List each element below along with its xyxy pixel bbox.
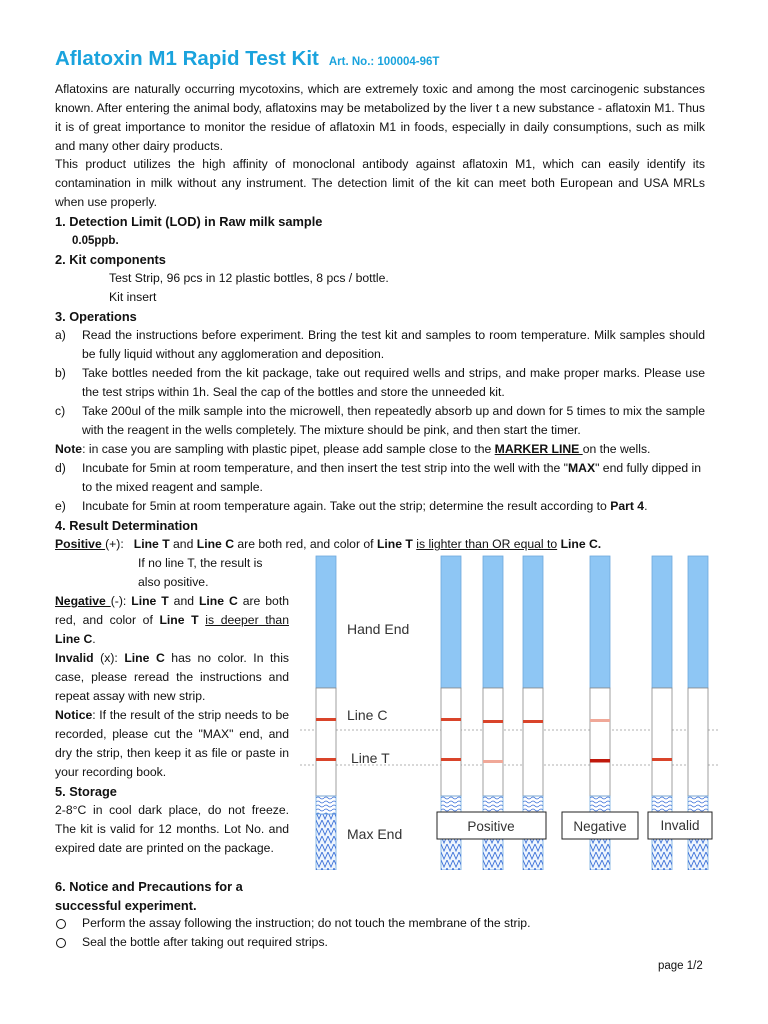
precaution-1: Perform the assay following the instruction; do not touch the membrane of the strip. [82,916,531,930]
invalid-box-label: Invalid [660,818,700,833]
step-e-text [82,497,705,516]
step-e-label: e) [55,499,66,513]
positive-and: and [169,537,197,551]
kit-component-1: Test Strip, 96 pcs in 12 plastic bottles, 8 pcs / bottle. [109,271,389,285]
step-b-text: Take bottles needed from the kit package, take out required wells and strips, and make proper marks. Please use the test strips within 1h. Seal the cap of the bottles and store the unneeded kit. [82,366,705,399]
positive-extra-2: also positive. [138,575,209,589]
strip-line-c [523,720,543,723]
strip-line-c [483,720,503,723]
test-strip-diagram [300,550,720,870]
lod-value: 0.05ppb. [72,235,119,247]
section2-heading: 2. Kit components [55,252,166,267]
intro-paragraph-2: This product utilizes the high affinity of monoclonal antibody against aflatoxin M1, which can easily identify its contamination in milk without any instrument. The detection limit of the kit can meet both European and USA MRLs when use properly. [55,157,705,209]
strip-line-c [590,719,610,722]
invalid-sign: (x): [93,651,125,665]
section5-heading: 5. Storage [55,784,117,799]
positive-sign: (+): [105,537,124,551]
step-c-text: Take 200ul of the milk sample into the microwell, then repeatedly absorb up and down for 5 times to mix the sample with the reagent in the wells completely. The mixture should be pink, and then start the timer. [82,404,705,437]
kit-component-2: Kit insert [109,290,157,304]
negative-box-label: Negative [573,819,627,834]
line-c-band [316,718,336,721]
positive-mid: are both red, and color of [234,537,377,551]
strip-line-t [483,760,503,763]
notice-label: Notice [55,708,93,722]
invalid-line-c: Line C [124,651,165,665]
document-title [55,47,439,71]
negative-line-c: Line C [198,594,238,608]
product-title: Aflatoxin M1 Rapid Test Kit [55,47,319,70]
strip-line-c [441,718,461,721]
note-text: : in case you are sampling with plastic pipet, please add sample close to the [82,442,495,456]
step-e-post: . [644,499,648,513]
negative-end: . [92,632,96,646]
operations-note [55,440,710,459]
positive-line-t: Line T [133,537,170,551]
max-end-label: Max End [347,826,403,842]
step-d-label: d) [55,461,66,475]
strip-line-t [590,759,610,763]
step-d-max: MAX [567,461,596,475]
line-t-band [316,758,336,761]
positive-box-label: Positive [467,819,515,834]
hand-end-label: Hand End [347,621,410,637]
section4-heading: 4. Result Determination [55,518,198,533]
step-e-part: Part 4 [610,499,645,513]
notice-text: : If the result of the strip needs to be recorded, please cut the "MAX" end, and dry the strip, then keep it as file or paste in your recording book. [55,708,289,779]
line-t-label: Line T [351,750,390,766]
note-end: on the wells. [582,442,651,456]
positive-extra-1: If no line T, the result is [138,556,263,570]
negative-mid: are both red, and color of [55,594,289,627]
negative-line-t2: Line T [159,613,199,627]
step-c-label: c) [55,404,66,418]
invalid-text: has no color. In this case, please reread the instructions and repeat assay with new strip. [55,651,289,703]
step-d-text [82,459,705,497]
positive-line-t2: Line T [376,537,413,551]
positive-label: Positive [55,537,106,551]
negative-line-c2: Line C [55,632,93,646]
storage-text: 2-8°C in cool dark place, do not freeze. The kit is valid for 12 months. Lot No. and expired date are printed on the package. [55,803,289,855]
note-label: Note [55,442,83,456]
negative-and: and [168,594,199,608]
section6-heading: 6. Notice and Precautions for a successful experiment. [55,879,243,913]
article-number: Art. No.: 100004-96T [328,56,440,68]
intro-paragraph-1: Aflatoxins are naturally occurring mycotoxins, which are extremely toxic and among the most carcinogenic substances known. After entering the animal body, aflatoxins may be metabolized by the liver t a new substance - aflatoxin M1. Thus it is of great importance to monitor the residue of aflatoxin M1 in foods, especially in daily consumptions, such as milk and many other dairy products. [55,82,705,153]
negative-label: Negative [55,594,111,608]
precaution-2: Seal the bottle after taking out required strips. [82,935,328,949]
invalid-label: Invalid [55,651,94,665]
notice-definition [55,706,289,782]
strip-line-t [652,758,672,761]
positive-line-c: Line C [196,537,234,551]
step-d-pre: Incubate for 5min at room temperature, and then insert the test strip into the well with the " [82,461,568,475]
positive-compare: is lighter than OR equal to [416,537,558,551]
negative-line-t: Line T [131,594,169,608]
legend-strip [316,556,336,870]
page-number: page 1/2 [658,960,703,972]
marker-line-text: MARKER LINE [494,442,583,456]
negative-sign: (-): [110,594,132,608]
step-d-post: " end fully dipped in to the mixed reagent and sample. [82,461,702,494]
section3-heading: 3. Operations [55,309,137,324]
section1-heading: 1. Detection Limit (LOD) in Raw milk sample [55,214,323,229]
step-b-label: b) [55,366,66,380]
bullet-circle-icon [56,938,66,948]
negative-definition [55,592,289,649]
invalid-definition [55,649,289,706]
step-a-text: Read the instructions before experiment. Bring the test kit and samples to room temperature. Milk samples should be fully liquid without any agglomeration and deposition. [82,328,705,361]
step-a-label: a) [55,328,66,342]
negative-compare: is deeper than [205,613,289,627]
step-e-pre: Incubate for 5min at room temperature again. Take out the strip; determine the result according to [82,499,611,513]
line-c-label: Line C [347,707,388,723]
bullet-circle-icon [56,919,66,929]
strip-line-t [441,758,461,761]
positive-line-c2: Line C. [560,537,602,551]
